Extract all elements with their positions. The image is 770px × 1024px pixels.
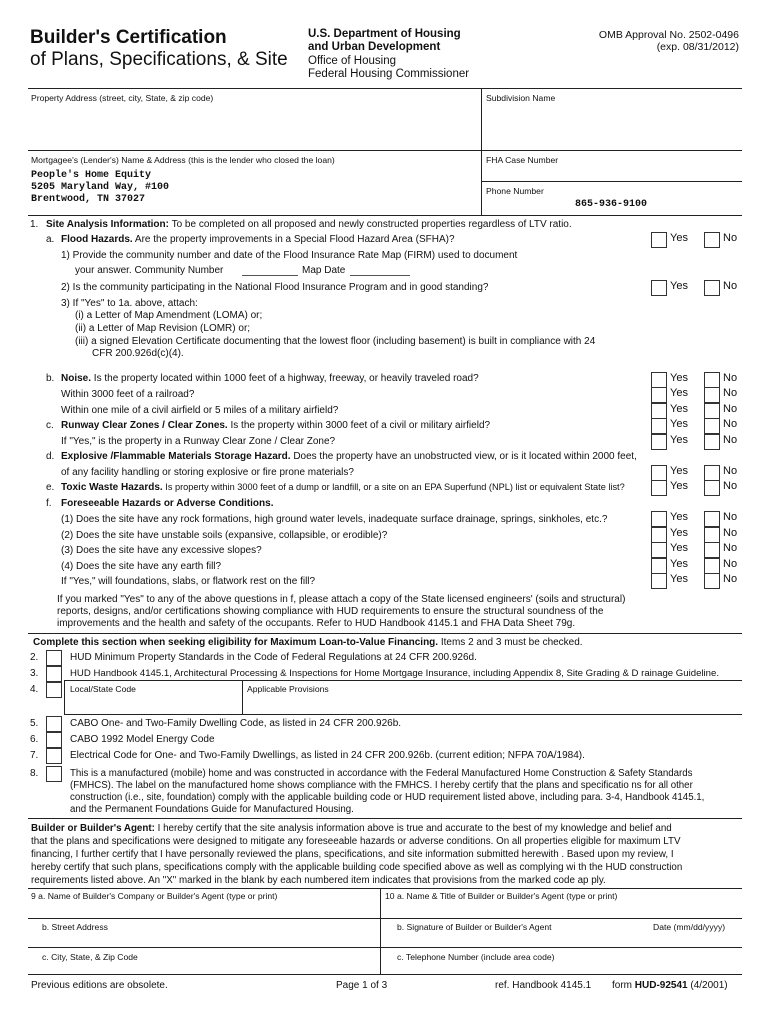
mortgagee-label: Mortgagee's (Lender's) Name & Address (this is the lender who closed the loan) [31,155,335,165]
fill-foundation-no-checkbox[interactable] [704,573,720,589]
toxic-no-checkbox[interactable] [704,480,720,496]
sfha-yes-checkbox[interactable] [651,232,667,248]
no-label: No [723,527,738,539]
item-a3i-text: (i) a Letter of Map Amendment (LOMA) or; [75,310,263,321]
agency-name: U.S. Department of Housing [308,28,461,40]
item-f-prefix: f. [46,498,52,509]
item5-text: CABO One- and Two-Family Dwelling Code, as listed in 24 CFR 200.926b. [70,718,402,729]
item-a2-text: 2) Is the community participating in the National Flood Insurance Program and in good standing? [61,282,489,293]
form-title: Builder's Certification [30,27,227,48]
item-c-prefix: c. [46,420,54,431]
street-address-field[interactable] [30,933,378,945]
noise-airfield-no-checkbox[interactable] [704,403,720,419]
noise-railroad-yes-checkbox[interactable] [651,387,667,403]
item4-checkbox[interactable] [46,682,62,698]
item2-checkbox[interactable] [46,650,62,666]
footer-obsolete: Previous editions are obsolete. [31,980,168,991]
yes-label: Yes [670,542,688,554]
runway-zone-yes-checkbox[interactable] [651,418,667,434]
note-line-1: If you marked "Yes" to any of the above questions in f, please attach a copy of the State licensed engineers' (soils and structural) [57,594,626,605]
yes-label: Yes [670,573,688,585]
cert-line-1: Builder or Builder's Agent: I hereby certify that the site analysis information above is true and accurate to the best of my knowledge and belief and [31,823,672,834]
date-label: Date (mm/dd/yyyy) [653,922,726,932]
no-label: No [723,558,738,570]
map-date-field[interactable] [350,275,410,276]
signature-field[interactable] [383,933,643,945]
item-f4-text: (4) Does the site have any earth fill? [61,561,222,572]
item-d-prefix: d. [46,451,55,462]
item-f3-text: (3) Does the site have any excessive slopes? [61,545,262,556]
item8-line-1: This is a manufactured (mobile) home and was constructed in accordance with the Federal Manufactured Home Construction & Safety Standards [70,768,693,779]
cert-line-3: financing, I further certify that I have personally reviewed the plans, specifications, and site information submitted herewith . Based upon my review, I [31,849,674,860]
nfip-no-checkbox[interactable] [704,280,720,296]
item7-text: Electrical Code for One- and Two-Family Dwellings, as listed in 24 CFR 200.926b. (current edition; NFPA 70A/1984). [70,750,585,761]
builder-name-title-label: 10 a. Name & Title of Builder or Builder's Agent (type or print) [385,891,618,901]
yes-label: Yes [670,558,688,570]
explosive-no-checkbox[interactable] [704,465,720,481]
item5-num: 5. [30,718,39,729]
item3-text: HUD Handbook 4145.1, Architectural Processing & Inspections for Home Mortgage Insurance, including Appendix 8, Site Grading & D rainage Guideline. [70,668,720,679]
item-a-prefix: a. [46,234,55,245]
no-label: No [723,372,738,384]
slopes-no-checkbox[interactable] [704,542,720,558]
item-a1-text-2: your answer. Community Number [75,265,224,276]
local-code-label: Local/State Code [70,684,136,694]
map-date-label: Map Date [302,265,346,276]
sfha-no-checkbox[interactable] [704,232,720,248]
item6-num: 6. [30,734,39,745]
fill-no-checkbox[interactable] [704,558,720,574]
item-e-prefix: e. [46,482,55,493]
no-label: No [723,434,738,446]
item-f-heading: Foreseeable Hazards or Adverse Conditions. [61,498,274,509]
yes-label: Yes [670,418,688,430]
slopes-yes-checkbox[interactable] [651,542,667,558]
street-address-label: b. Street Address [42,922,108,932]
yes-label: Yes [670,511,688,523]
noise-airfield-yes-checkbox[interactable] [651,403,667,419]
omb-approval: OMB Approval No. 2502-0496 [598,29,739,41]
fill-foundation-yes-checkbox[interactable] [651,573,667,589]
telephone-label: c. Telephone Number (include area code) [397,952,555,962]
yes-label: Yes [670,465,688,477]
note-line-3: improvements and the health and safety of the occupants. Refer to HUD Handbook 4145.1 and FHA Data Sheet 79g. [57,618,576,629]
soils-yes-checkbox[interactable] [651,527,667,543]
local-code-field[interactable] [66,695,240,712]
subdivision-field[interactable] [483,104,741,148]
applicable-provisions-field[interactable] [244,695,740,712]
section2-heading: Complete this section when seeking eligibility for Maximum Loan-to-Value Financing. Items 2 and 3 must be checked. [33,637,583,648]
no-label: No [723,573,738,585]
yes-label: Yes [670,403,688,415]
rock-no-checkbox[interactable] [704,511,720,527]
omb-expiration: (exp. 08/31/2012) [656,41,739,53]
signature-label: b. Signature of Builder or Builder's Agent [397,922,552,932]
no-label: No [723,542,738,554]
item-a3iii-text-2: CFR 200.926d(c)(4). [92,348,184,359]
footer-page: Page 1 of 3 [336,980,388,991]
footer-form: form HUD-92541 (4/2001) [612,980,728,991]
agency-office: Office of Housing [308,55,397,67]
builder-company-label: 9 a. Name of Builder's Company or Builder's Agent (type or print) [31,891,278,901]
city-state-zip-label: c. City, State, & Zip Code [42,952,138,962]
item3-num: 3. [30,668,39,679]
city-state-zip-field[interactable] [30,962,378,973]
item-b2-text: Within 3000 feet of a railroad? [61,389,195,400]
item3-checkbox[interactable] [46,666,62,682]
runway-clear-zone-yes-checkbox[interactable] [651,434,667,450]
item-e-text: Toxic Waste Hazards. Is property within 3000 feet of a dump or landfill, or a site on an EPA Superfund (NPL) list or equivalent State list? [61,482,625,493]
item8-checkbox[interactable] [46,766,62,782]
subdivision-label: Subdivision Name [486,93,556,103]
no-label: No [723,232,738,244]
item5-checkbox[interactable] [46,716,62,732]
fill-yes-checkbox[interactable] [651,558,667,574]
yes-label: Yes [670,232,688,244]
agency-commissioner: Federal Housing Commissioner [308,68,470,80]
noise-road-yes-checkbox[interactable] [651,372,667,388]
item-b3-text: Within one mile of a civil airfield or 5 miles of a military airfield? [61,405,339,416]
agency-name-2: and Urban Development [308,41,441,53]
item-f5-text: If "Yes," will foundations, slabs, or flatwork rest on the fill? [61,576,316,587]
item4-num: 4. [30,684,39,695]
item7-checkbox[interactable] [46,748,62,764]
no-label: No [723,403,738,415]
item-c2-text: If "Yes," is the property in a Runway Clear Zone / Clear Zone? [61,436,336,447]
cert-line-5: requirements listed above. An "X" marked in the blank by each numbered item indicates that provisions from the marked code ap ply. [31,875,606,886]
no-label: No [723,480,738,492]
no-label: No [723,511,738,523]
explosive-yes-checkbox[interactable] [651,465,667,481]
item-a3ii-text: (ii) a Letter of Map Revision (LOMR) or; [75,323,251,334]
phone-label: Phone Number [486,186,544,196]
item-a-text: Flood Hazards. Are the property improvements in a Special Flood Hazard Area (SFHA)? [61,234,455,245]
item7-num: 7. [30,750,39,761]
yes-label: Yes [670,527,688,539]
section1-num: 1. [30,219,39,230]
item-a1-text: 1) Provide the community number and date of the Flood Insurance Rate Map (FIRM) used to document [61,250,518,261]
item2-text: HUD Minimum Property Standards in the Code of Federal Regulations at 24 CFR 200.926d. [70,652,477,663]
item8-line-2: (FMHCS). The label on the manufactured home shows compliance with the FMHCS. I hereby certify that the plans and specificatio ns for all other [70,780,693,791]
item-d2-text: of any facility handling or storing explosive or fire prone materials? [61,467,354,478]
runway-zone-no-checkbox[interactable] [704,418,720,434]
mortgagee-value[interactable]: People's Home Equity 5205 Maryland Way, #100 Brentwood, TN 37027 [31,170,170,205]
property-address-label: Property Address (street, city, State, & zip code) [31,93,214,103]
footer-ref: ref. Handbook 4145.1 [495,980,592,991]
yes-label: Yes [670,480,688,492]
item8-num: 8. [30,768,39,779]
phone-value[interactable]: 865-936-9100 [575,199,648,210]
cert-line-4: hereby certify that such plans, specifications comply with the applicable building code specified above as well as complying wi th the HUD construction [31,862,683,873]
builder-company-field[interactable] [30,902,378,916]
noise-railroad-no-checkbox[interactable] [704,387,720,403]
item2-num: 2. [30,652,39,663]
yes-label: Yes [670,280,688,292]
item6-checkbox[interactable] [46,732,62,748]
noise-road-no-checkbox[interactable] [704,372,720,388]
item-d-text: Explosive /Flammable Materials Storage Hazard. Does the property have an unobstructed view, or is it located within 2000 feet, [61,451,637,462]
item-a3iii-text: (iii) a signed Elevation Certificate documenting that the lowest floor (including basement) is built in compliance with 24 [75,336,596,347]
item8-line-3: construction (i.e., site, foundation) comply with the applicable building code or HUD requirement listed above, including para. 3-4, Handbook 4145.1, [70,792,705,803]
item-f1-text: (1) Does the site have any rock formations, high ground water levels, inadequate surface drainage, springs, sinkholes, etc.? [61,514,608,525]
cert-line-2: that the plans and specifications were designed to mitigate any foreseeable hazards or adverse conditions. On all properties eligible for maximum LTV [31,836,681,847]
runway-clear-zone-no-checkbox[interactable] [704,434,720,450]
yes-label: Yes [670,387,688,399]
no-label: No [723,465,738,477]
no-label: No [723,418,738,430]
item8-line-4: and the Permanent Foundations Guide for Manufactured Housing. [70,804,354,815]
property-address-field[interactable] [29,104,479,148]
note-line-2: reports, designs, and/or certifications showing compliance with HUD requirements to ensure the structural soundness of the [57,606,604,617]
rock-yes-checkbox[interactable] [651,511,667,527]
item-a3-text: 3) If "Yes" to 1a. above, attach: [61,298,198,309]
yes-label: Yes [670,372,688,384]
yes-label: Yes [670,434,688,446]
item-c-text: Runway Clear Zones / Clear Zones. Is the property within 3000 feet of a civil or military airfield? [61,420,491,431]
nfip-yes-checkbox[interactable] [651,280,667,296]
section1-heading: Site Analysis Information: To be completed on all proposed and newly constructed properties regardless of LTV ratio. [46,219,572,230]
no-label: No [723,280,738,292]
item6-text: CABO 1992 Model Energy Code [70,734,215,745]
community-number-field[interactable] [242,275,298,276]
no-label: No [723,387,738,399]
soils-no-checkbox[interactable] [704,527,720,543]
item-b-text: Noise. Is the property located within 1000 feet of a highway, freeway, or heavily traveled road? [61,373,479,384]
form-subtitle: of Plans, Specifications, & Site [30,49,288,70]
fha-case-label: FHA Case Number [486,155,559,165]
item-b-prefix: b. [46,373,55,384]
applicable-provisions-label: Applicable Provisions [247,684,329,694]
builder-name-title-field[interactable] [383,902,740,916]
toxic-yes-checkbox[interactable] [651,480,667,496]
item-f2-text: (2) Does the site have unstable soils (expansive, collapsible, or erodible)? [61,530,388,541]
telephone-field[interactable] [383,962,740,973]
